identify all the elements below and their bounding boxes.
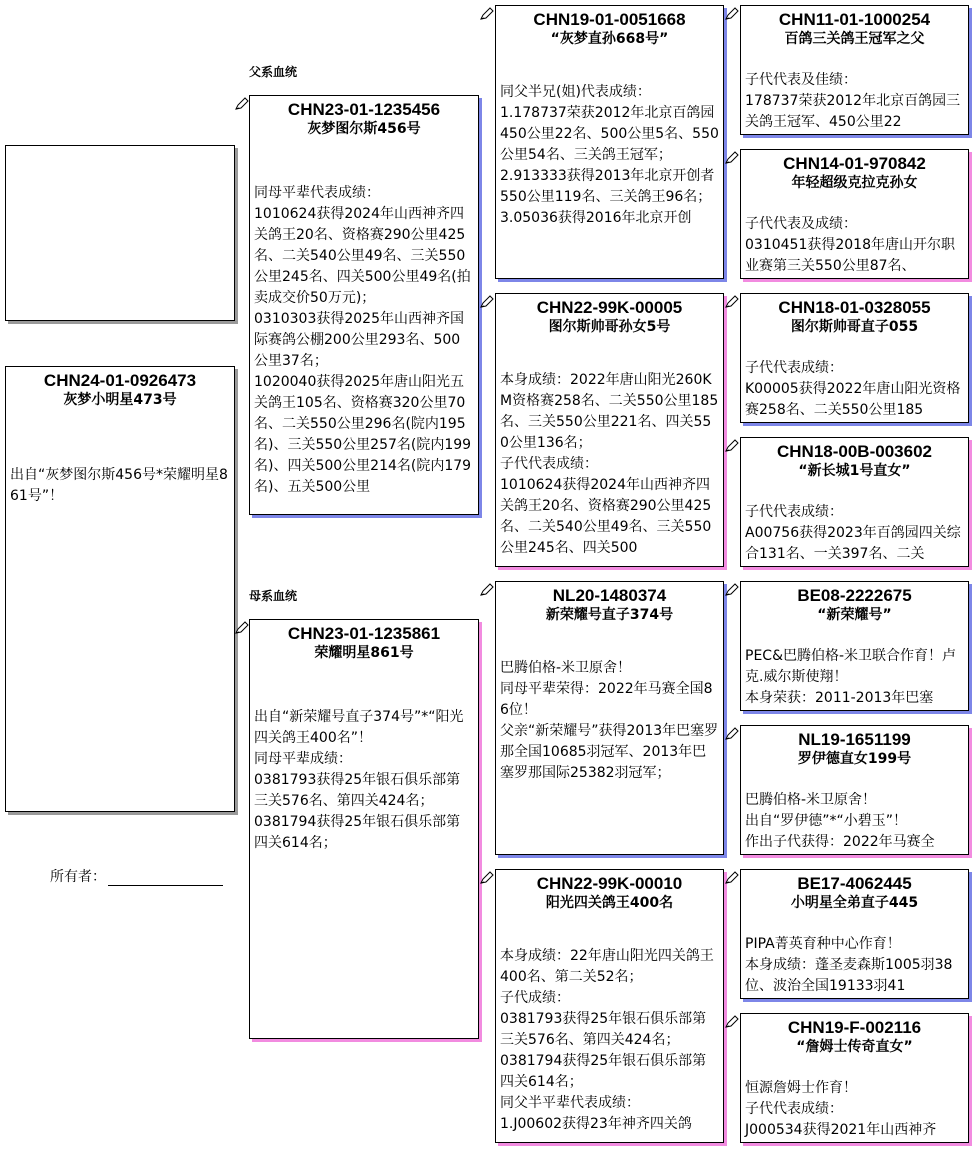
sire-name: 灰梦图尔斯456号	[307, 121, 421, 137]
sire-dam-dam-card	[740, 437, 969, 567]
dam-dam-name: 阳光四关鸽王400名	[545, 895, 674, 911]
subject-description: 出自“灰梦图尔斯456号*荣耀明星861号”！	[10, 467, 228, 504]
pencil-icon[interactable]	[234, 620, 250, 636]
sire-dam-dam-ring-number: CHN18-00B-003602	[777, 442, 932, 461]
dam-sire-sire-name: “新荣耀号”	[817, 607, 892, 623]
pencil-icon[interactable]	[479, 582, 495, 598]
sire-sire-dam-description: 子代代表及成绩： 0310451获得2018年唐山开尔职业赛第三关550公里87名、	[745, 216, 955, 274]
dam-dam-dam-card	[740, 1013, 969, 1143]
photo-placeholder	[5, 145, 235, 321]
pencil-icon[interactable]	[724, 1014, 740, 1030]
owner-label: 所有者：	[50, 869, 106, 885]
dam-dam-dam-ring-number: CHN19-F-002116	[787, 1018, 922, 1037]
sire-sire-ring-number: CHN19-01-0051668	[533, 10, 686, 29]
sire-dam-ring-number: CHN22-99K-00005	[536, 298, 683, 317]
dam-sire-dam-ring-number: NL19-1651199	[798, 730, 911, 749]
pencil-icon[interactable]	[724, 726, 740, 742]
sire-dam-sire-card	[740, 293, 969, 423]
owner-signature-line[interactable]	[108, 869, 223, 886]
pencil-icon[interactable]	[479, 870, 495, 886]
sire-sire-sire-description: 子代代表及佳绩： 178737荣获2012年北京百鸽园三关鸽王冠军、450公里22	[745, 72, 961, 130]
sire-dam-dam-name: “新长城1号直女”	[798, 463, 911, 479]
dam-sire-sire-description: PEC&巴腾伯格-米卫联合作育！卢克.威尔斯使翔！ 本身荣获：2011-2013年巴塞	[745, 648, 957, 706]
dam-card	[249, 619, 479, 1039]
sire-dam-card	[495, 293, 724, 567]
sire-sire-dam-ring-number: CHN14-01-970842	[783, 154, 926, 173]
dam-sire-card	[495, 581, 724, 855]
sire-description: 同母平辈代表成绩： 1010624获得2024年山西神齐四关鸽王20名、资格赛290公里425名、二关540公里49名、三关550公里245名、四关500公里49名(拍卖成交价50万元)； 0310303获得2025年山西神齐国际赛鸽公棚200公里293名、500公里37名； 1020040获得2025年唐山阳光五关鸽王105名、资格赛320公里70名、二关550公里296名(院内195名)、三关550公里257名(院内199名)、四关500公里214名(院内179名)、五关500公里	[254, 185, 472, 495]
sire-sire-dam-name: 年轻超级克拉克孙女	[791, 175, 918, 191]
dam-dam-sire-card	[740, 869, 969, 999]
dam-dam-description: 本身成绩：22年唐山阳光四关鸽王400名、第二关52名； 子代成绩： 0381793获得25年银石俱乐部第三关576名、第四关424名； 0381794获得25年银石俱乐部第四关614名； 同父半平辈代表成绩： 1.J00602获得23年神齐四关鸽	[500, 948, 714, 1132]
dam-sire-ring-number: NL20-1480374	[552, 586, 667, 605]
dam-dam-dam-name: “詹姆士传奇直女”	[796, 1039, 913, 1055]
pencil-icon[interactable]	[724, 870, 740, 886]
dam-sire-sire-card	[740, 581, 969, 711]
dam-sire-name: 新荣耀号直子374号	[545, 607, 674, 623]
pencil-icon[interactable]	[724, 6, 740, 22]
pencil-icon[interactable]	[479, 6, 495, 22]
sire-sire-sire-card	[740, 5, 969, 135]
dam-dam-ring-number: CHN22-99K-00010	[536, 874, 683, 893]
dam-name: 荣耀明星861号	[314, 645, 414, 661]
sire-sire-dam-card	[740, 149, 969, 279]
dam-dam-sire-name: 小明星全弟直子445	[790, 895, 919, 911]
pencil-icon[interactable]	[724, 150, 740, 166]
subject-ring-number: CHN24-01-0926473	[43, 371, 197, 390]
pencil-icon[interactable]	[724, 438, 740, 454]
subject-card	[5, 366, 235, 812]
dam-sire-description: 巴腾伯格-米卫原舍！ 同母平辈荣得：2022年马赛全国86位！ 父亲“新荣耀号”获得2013年巴塞罗那全国10685羽冠军、2013年巴塞罗那国际25382羽冠军；	[500, 660, 719, 781]
sire-dam-name: 图尔斯帅哥孙女5号	[548, 319, 671, 335]
dam-sire-sire-ring-number: BE08-2222675	[797, 586, 912, 605]
dam-sire-dam-description: 巴腾伯格-米卫原舍！ 出自“罗伊德”*“小碧玉”！ 作出子代获得：2022年马赛全	[745, 792, 935, 850]
dam-description: 出自“新荣耀号直子374号”*“阳光四关鸽王400名”！ 同母平辈成绩： 0381793获得25年银石俱乐部第三关576名、第四关424名； 0381794获得25年银石俱乐部第四关614名；	[254, 709, 464, 851]
sire-sire-description: 同父半兄(姐)代表成绩： 1.178737荣获2012年北京百鸽园450公里22名、500公里5名、550公里54名、三关鸽王冠军； 2.913333获得2013年北京开创者550公里119名、三关鸽王96名； 3.05036获得2016年北京开创	[500, 84, 719, 226]
sire-dam-dam-description: 子代代表成绩： A00756获得2023年百鸽园四关综合131名、一关397名、二关	[745, 504, 961, 562]
sire-dam-sire-name: 图尔斯帅哥直子055	[790, 319, 919, 335]
dam-ring-number: CHN23-01-1235861	[287, 624, 441, 643]
dam-section-label: 母系血统	[249, 589, 298, 603]
sire-dam-description: 本身成绩：2022年唐山阳光260KM资格赛258名、二关550公里185名、三关550公里221名、四关550公里136名； 子代代表成绩： 1010624获得2024年山西神齐四关鸽王20名、资格赛290公里425名、二关540公里49名、三关550公里245名、四关500	[500, 372, 719, 556]
sire-sire-sire-ring-number: CHN11-01-1000254	[778, 10, 931, 29]
dam-dam-sire-ring-number: BE17-4062445	[797, 874, 912, 893]
pencil-icon[interactable]	[479, 294, 495, 310]
sire-sire-card	[495, 5, 724, 279]
sire-sire-sire-name: 百鸽三关鸽王冠军之父	[784, 31, 925, 47]
pencil-icon[interactable]	[724, 582, 740, 598]
sire-dam-sire-ring-number: CHN18-01-0328055	[778, 298, 931, 317]
owner-field	[50, 866, 223, 886]
pencil-icon[interactable]	[724, 294, 740, 310]
dam-sire-dam-name: 罗伊德直女199号	[797, 751, 912, 767]
dam-dam-dam-description: 恒源詹姆士作育！ 子代代表成绩： J000534获得2021年山西神齐	[745, 1080, 937, 1138]
sire-card	[249, 95, 479, 515]
sire-ring-number: CHN23-01-1235456	[287, 100, 441, 119]
dam-sire-dam-card	[740, 725, 969, 855]
dam-dam-card	[495, 869, 724, 1143]
dam-dam-sire-description: PIPA菁英育种中心作育！ 本身成绩：蓬圣麦森斯1005羽38位、波治全国19133羽41	[745, 936, 953, 994]
sire-sire-name: “灰梦直孙668号”	[550, 31, 669, 47]
sire-section-label: 父系血统	[249, 65, 298, 79]
pencil-icon[interactable]	[234, 96, 250, 112]
sire-dam-sire-description: 子代代表成绩： K00005获得2022年唐山阳光资格赛258名、二关550公里185	[745, 360, 961, 418]
subject-name: 灰梦小明星473号	[63, 392, 177, 408]
